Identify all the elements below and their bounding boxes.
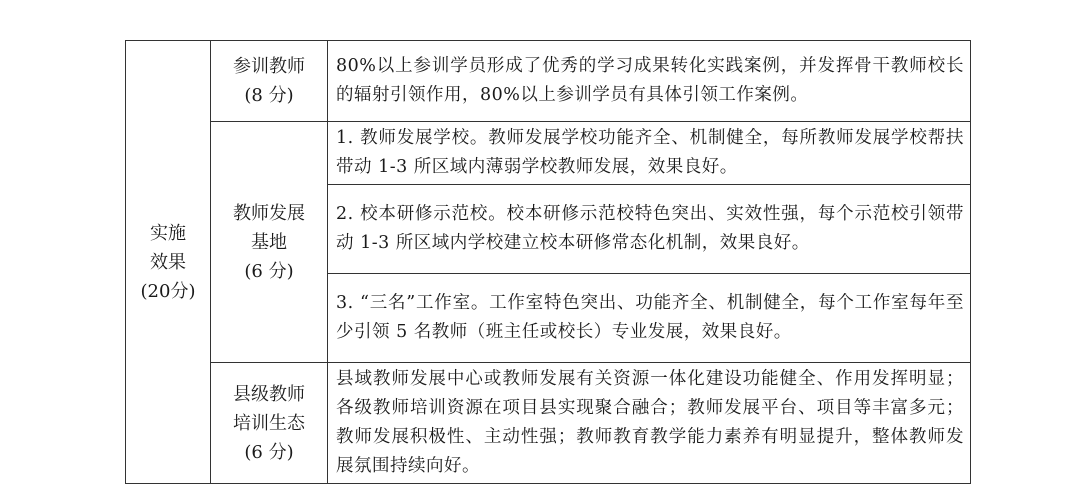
item-cell-trainees (211, 41, 328, 122)
table-row (126, 363, 971, 484)
item-line-2: 培训生态 (233, 412, 305, 434)
criteria-cell: 1. 教师发展学校。教师发展学校功能齐全、机制健全，每所教师发展学校帮扶带动 1-3 所区域内薄弱学校教师发展，效果良好。 (328, 122, 971, 185)
item-line-3: (6 分) (244, 441, 294, 463)
criteria-cell: 80%以上参训学员形成了优秀的学习成果转化实践案例，并发挥骨干教师校长的辐射引领作用，80%以上参训学员有具体引领工作案例。 (328, 41, 971, 122)
category-line-3: (20分) (140, 280, 196, 302)
category-line-2: 效果 (150, 251, 186, 273)
item-line-2: 基地 (251, 231, 287, 253)
category-cell (126, 41, 211, 484)
criteria-cell: 3. “三名”工作室。工作室特色突出、功能齐全、机制健全，每个工作室每年至少引领 5 名教师（班主任或校长）专业发展，效果良好。 (328, 274, 971, 363)
item-cell-ecology (211, 363, 328, 484)
category-line-1: 实施 (150, 222, 186, 244)
evaluation-table (125, 40, 971, 484)
table-row (126, 41, 971, 122)
item-line-1: 教师发展 (233, 202, 305, 224)
criteria-cell: 县域教师发展中心或教师发展有关资源一体化建设功能健全、作用发挥明显；各级教师培训资源在项目县实现聚合融合；教师发展平台、项目等丰富多元；教师发展积极性、主动性强；教师教育教学能力素养有明显提升，整体教师发展氛围持续向好。 (328, 363, 971, 484)
item-line-2: (8 分) (244, 85, 294, 106)
item-line-3: (6 分) (244, 260, 294, 282)
item-cell-base (211, 122, 328, 363)
item-line-1: 参训教师 (233, 56, 305, 77)
criteria-cell: 2. 校本研修示范校。校本研修示范校特色突出、实效性强，每个示范校引领带动 1-3 所区域内学校建立校本研修常态化机制，效果良好。 (328, 185, 971, 274)
item-line-1: 县级教师 (233, 383, 305, 405)
table-row (126, 122, 971, 185)
